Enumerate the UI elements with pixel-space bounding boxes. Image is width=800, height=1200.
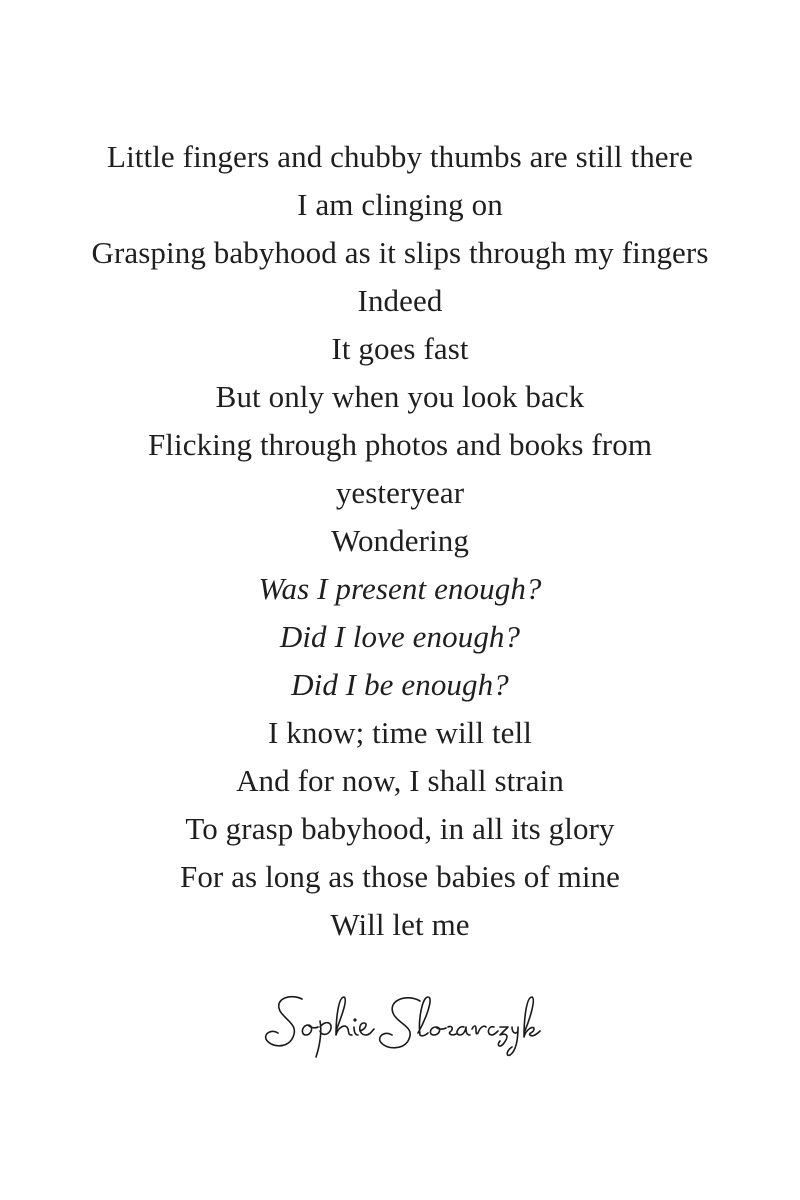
poem-line-16: For as long as those babies of mine (179, 859, 620, 894)
poem-line-1: Little fingers and chubby thumbs are still there (107, 139, 693, 174)
poem-body (0, 133, 800, 949)
poem-line-9: Wondering (331, 523, 469, 558)
poem-line-15: To grasp babyhood, in all its glory (185, 811, 615, 846)
poem-line-2: I am clinging on (297, 187, 503, 222)
signature-drawing (250, 985, 550, 1065)
author-signature (250, 985, 550, 1065)
poem-line-13: I know; time will tell (268, 715, 532, 750)
poem-line-3: Grasping babyhood as it slips through my fingers (91, 235, 709, 270)
poem-line-4: Indeed (357, 283, 443, 318)
poem-line-12: Did I be enough? (291, 667, 509, 702)
poem-line-17: Will let me (330, 907, 470, 942)
poem-line-14: And for now, I shall strain (236, 763, 564, 798)
poem-line-10: Was I present enough? (258, 571, 542, 606)
poem-line-7: Flicking through photos and books from (147, 427, 653, 462)
poem-line-8: yesteryear (335, 475, 465, 510)
poem-line-6: But only when you look back (215, 379, 585, 414)
poem-line-5: It goes fast (331, 331, 469, 366)
poem-line-11: Did I love enough? (279, 619, 521, 654)
